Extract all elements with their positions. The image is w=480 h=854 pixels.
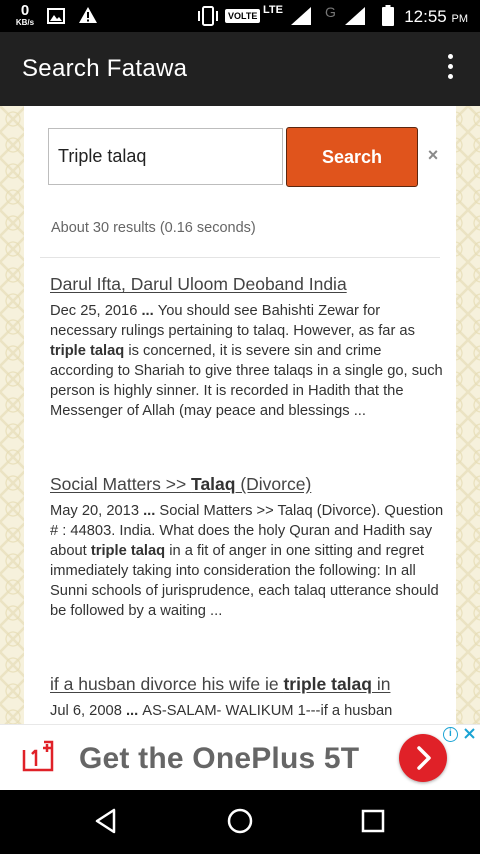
search-result (50, 474, 445, 621)
clock (404, 7, 468, 27)
adchoices-icon[interactable]: i (443, 727, 476, 742)
lte-label: LTE (263, 4, 283, 16)
clock-time: 12:55 (404, 7, 447, 26)
result-title-link[interactable] (50, 674, 445, 695)
result-snippet (50, 501, 445, 621)
result-snippet (50, 701, 445, 721)
ad-cta-button[interactable] (399, 734, 447, 782)
system-nav-bar (0, 790, 480, 854)
vibrate-icon (196, 6, 220, 26)
back-icon[interactable] (92, 806, 122, 836)
title-text: Social Matters >> (50, 474, 192, 494)
title-text: (Divorce) (235, 474, 312, 494)
result-date: Jul 6, 2008 (50, 703, 122, 719)
network-speed-unit: KB/s (15, 18, 35, 27)
oneplus-logo-icon (22, 740, 54, 772)
ad-banner[interactable] (0, 724, 480, 790)
page-title: Search Fatawa (22, 55, 188, 82)
result-ellipsis: ... (137, 303, 158, 319)
title-highlight: triple talaq (283, 674, 372, 694)
network-speed (10, 3, 40, 27)
search-panel (24, 106, 456, 724)
ad-text: Get the OnePlus 5T (79, 742, 360, 775)
close-ad-icon[interactable] (463, 727, 476, 740)
clear-search-icon[interactable]: × (427, 145, 439, 165)
snippet-highlight: triple talaq (90, 543, 166, 559)
title-highlight: Talaq (191, 474, 236, 494)
snippet-highlight: triple talaq (50, 343, 125, 359)
result-ellipsis: ... (139, 503, 160, 519)
warning-icon (78, 6, 98, 24)
recents-icon[interactable] (358, 806, 388, 836)
snippet-text: You should see Bahishti Zewar for necessary rulings pertaining to talaq. However, as far as (50, 303, 415, 339)
title-text: if a husban divorce his wife ie (50, 674, 284, 694)
title-text: in (371, 674, 391, 694)
volte-badge: VOLTE (225, 9, 260, 23)
search-input[interactable] (48, 128, 283, 185)
clock-ampm: PM (451, 13, 468, 25)
chevron-right-icon (399, 734, 447, 782)
result-date: May 20, 2013 (50, 503, 139, 519)
divider (40, 257, 440, 258)
results-count: About 30 results (0.16 seconds) (51, 220, 256, 236)
image-icon (47, 8, 65, 24)
snippet-text: in a fit of anger in one sitting and regret immediately taking into consideration the following: In all Sunni schools of jurisprudence, each talaq utterance should be followed by a waiting ... (50, 543, 439, 619)
search-result (50, 274, 445, 421)
result-ellipsis: ... (121, 703, 143, 719)
snippet-text: AS-SALAM- WALIKUM 1---if a husban (142, 703, 393, 719)
search-result (50, 674, 445, 721)
search-button[interactable]: Search (286, 127, 418, 187)
result-title-link[interactable]: Darul Ifta, Darul Uloom Deoband India (50, 274, 347, 294)
result-snippet (50, 301, 445, 421)
network-speed-value: 0 (20, 2, 30, 19)
carrier-g-label: G (325, 4, 336, 20)
battery-icon (382, 5, 394, 26)
home-icon[interactable] (225, 806, 255, 836)
snippet-text: is concerned, it is severe sin and crime according to Shariah to give three talaqs in a single go, such person is highly sinner. It is recorded in Hadith that the Messenger of Allah (may peace and blessings ... (50, 343, 443, 419)
signal-icon-2 (344, 6, 366, 26)
signal-icon (290, 6, 312, 26)
status-bar (0, 0, 480, 32)
snippet-text: Social Matters >> Talaq (Divorce). Question # : 44803. India. What does the holy Quran and Hadith say about (50, 503, 444, 559)
content-area (0, 106, 480, 724)
result-title-link[interactable] (50, 474, 445, 495)
more-vert-icon[interactable] (438, 54, 462, 84)
app-bar (0, 32, 480, 106)
result-date: Dec 25, 2016 (50, 303, 138, 319)
